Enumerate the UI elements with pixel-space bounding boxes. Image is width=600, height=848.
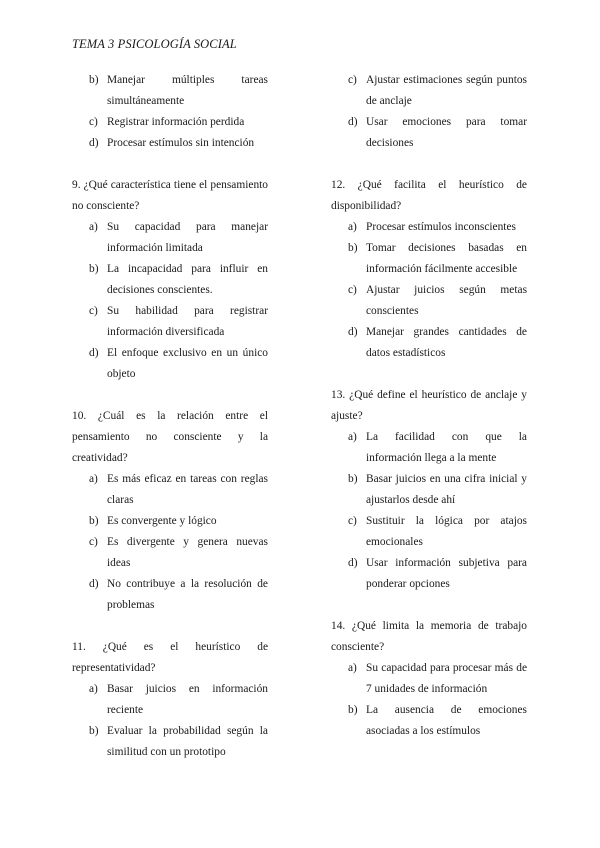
option-text: Ajustar juicios según metas conscientes xyxy=(366,284,527,317)
option-text: Es más eficaz en tareas con reglas claras xyxy=(107,473,268,506)
option-text: Ajustar estimaciones según puntos de anclaje xyxy=(366,74,527,107)
option-text: Procesar estímulos inconscientes xyxy=(366,221,516,233)
option-mark: b) xyxy=(89,263,99,275)
question-options xyxy=(331,427,527,595)
question-8-continued-options xyxy=(72,70,268,154)
option-text: Es convergente y lógico xyxy=(107,515,217,527)
left-column xyxy=(72,70,268,763)
option-12c xyxy=(331,280,527,322)
option-8b xyxy=(72,70,268,112)
option-14a xyxy=(331,658,527,700)
question-9 xyxy=(72,175,268,385)
option-text: Tomar decisiones basadas en información fácilmente accesible xyxy=(366,242,527,275)
option-mark: a) xyxy=(89,473,98,485)
option-mark: a) xyxy=(348,662,357,674)
option-14b xyxy=(331,700,527,742)
option-text: Registrar información perdida xyxy=(107,116,245,128)
question-14 xyxy=(331,616,527,742)
question-options xyxy=(72,217,268,385)
question-12 xyxy=(331,175,527,364)
option-13d xyxy=(331,553,527,595)
option-text: Manejar grandes cantidades de datos estadísticos xyxy=(366,326,527,359)
option-text: Basar juicios en información reciente xyxy=(107,683,268,716)
option-mark: a) xyxy=(89,221,98,233)
option-9d xyxy=(72,343,268,385)
option-mark: c) xyxy=(89,536,98,548)
option-mark: c) xyxy=(348,74,357,86)
question-stem: 13. ¿Qué define el heurístico de anclaje y ajuste? xyxy=(331,389,527,422)
question-options xyxy=(72,469,268,616)
option-11d xyxy=(331,112,527,154)
option-9a xyxy=(72,217,268,259)
option-13a xyxy=(331,427,527,469)
question-options xyxy=(331,217,527,364)
option-11b xyxy=(72,721,268,763)
option-text: Evaluar la probabilidad según la similitud con un prototipo xyxy=(107,725,268,758)
option-text: La incapacidad para influir en decisiones conscientes. xyxy=(107,263,268,296)
option-text: La ausencia de emociones asociadas a los estímulos xyxy=(366,704,527,737)
option-mark: b) xyxy=(89,515,99,527)
question-stem: 14. ¿Qué limita la memoria de trabajo consciente? xyxy=(331,620,527,653)
page-header: TEMA 3 PSICOLOGÍA SOCIAL xyxy=(72,37,237,51)
option-text: Su capacidad para manejar información limitada xyxy=(107,221,268,254)
option-8c xyxy=(72,112,268,133)
option-text: Es divergente y genera nuevas ideas xyxy=(107,536,268,569)
question-11-continued-options xyxy=(331,70,527,154)
question-stem: 11. ¿Qué es el heurístico de representatividad? xyxy=(72,641,268,674)
option-text: Procesar estímulos sin intención xyxy=(107,137,255,149)
option-mark: c) xyxy=(348,284,357,296)
option-10a xyxy=(72,469,268,511)
question-11 xyxy=(72,637,268,763)
question-10 xyxy=(72,406,268,616)
option-13c xyxy=(331,511,527,553)
question-13 xyxy=(331,385,527,595)
option-mark: d) xyxy=(348,326,358,338)
option-11a xyxy=(72,679,268,721)
option-mark: b) xyxy=(348,704,358,716)
option-text: Basar juicios en una cifra inicial y ajustarlos desde ahí xyxy=(366,473,527,506)
option-mark: a) xyxy=(348,431,357,443)
option-mark: c) xyxy=(89,305,98,317)
option-10b xyxy=(72,511,268,532)
option-mark: b) xyxy=(89,725,99,737)
option-13b xyxy=(331,469,527,511)
option-text: La facilidad con que la información llega a la mente xyxy=(366,431,527,464)
option-9c xyxy=(72,301,268,343)
option-12a xyxy=(331,217,527,238)
option-text: Su habilidad para registrar información diversificada xyxy=(107,305,268,338)
option-8d xyxy=(72,133,268,154)
option-text: Usar emociones para tomar decisiones xyxy=(366,116,527,149)
option-text: No contribuye a la resolución de problemas xyxy=(107,578,268,611)
option-text: El enfoque exclusivo en un único objeto xyxy=(107,347,268,380)
option-mark: a) xyxy=(348,221,357,233)
option-mark: d) xyxy=(89,347,99,359)
option-text: Su capacidad para procesar más de 7 unidades de información xyxy=(366,662,527,695)
option-mark: d) xyxy=(89,578,99,590)
option-11c xyxy=(331,70,527,112)
option-text: Usar información subjetiva para ponderar opciones xyxy=(366,557,527,590)
option-mark: a) xyxy=(89,683,98,695)
option-mark: c) xyxy=(348,515,357,527)
question-options xyxy=(72,679,268,763)
option-mark: c) xyxy=(89,116,98,128)
option-10c xyxy=(72,532,268,574)
option-mark: d) xyxy=(348,557,358,569)
option-12d xyxy=(331,322,527,364)
option-text: Manejar múltiples tareas simultáneamente xyxy=(107,74,268,107)
option-mark: b) xyxy=(89,74,99,86)
option-12b xyxy=(331,238,527,280)
option-mark: b) xyxy=(348,242,358,254)
option-text: Sustituir la lógica por atajos emocionales xyxy=(366,515,527,548)
question-stem: 10. ¿Cuál es la relación entre el pensamiento no consciente y la creatividad? xyxy=(72,410,268,464)
option-mark: d) xyxy=(89,137,99,149)
question-options xyxy=(331,658,527,742)
option-10d xyxy=(72,574,268,616)
right-column xyxy=(331,70,527,742)
question-stem: 12. ¿Qué facilita el heurístico de disponibilidad? xyxy=(331,179,527,212)
option-mark: b) xyxy=(348,473,358,485)
option-9b xyxy=(72,259,268,301)
option-mark: d) xyxy=(348,116,358,128)
question-stem: 9. ¿Qué característica tiene el pensamiento no consciente? xyxy=(72,179,268,212)
